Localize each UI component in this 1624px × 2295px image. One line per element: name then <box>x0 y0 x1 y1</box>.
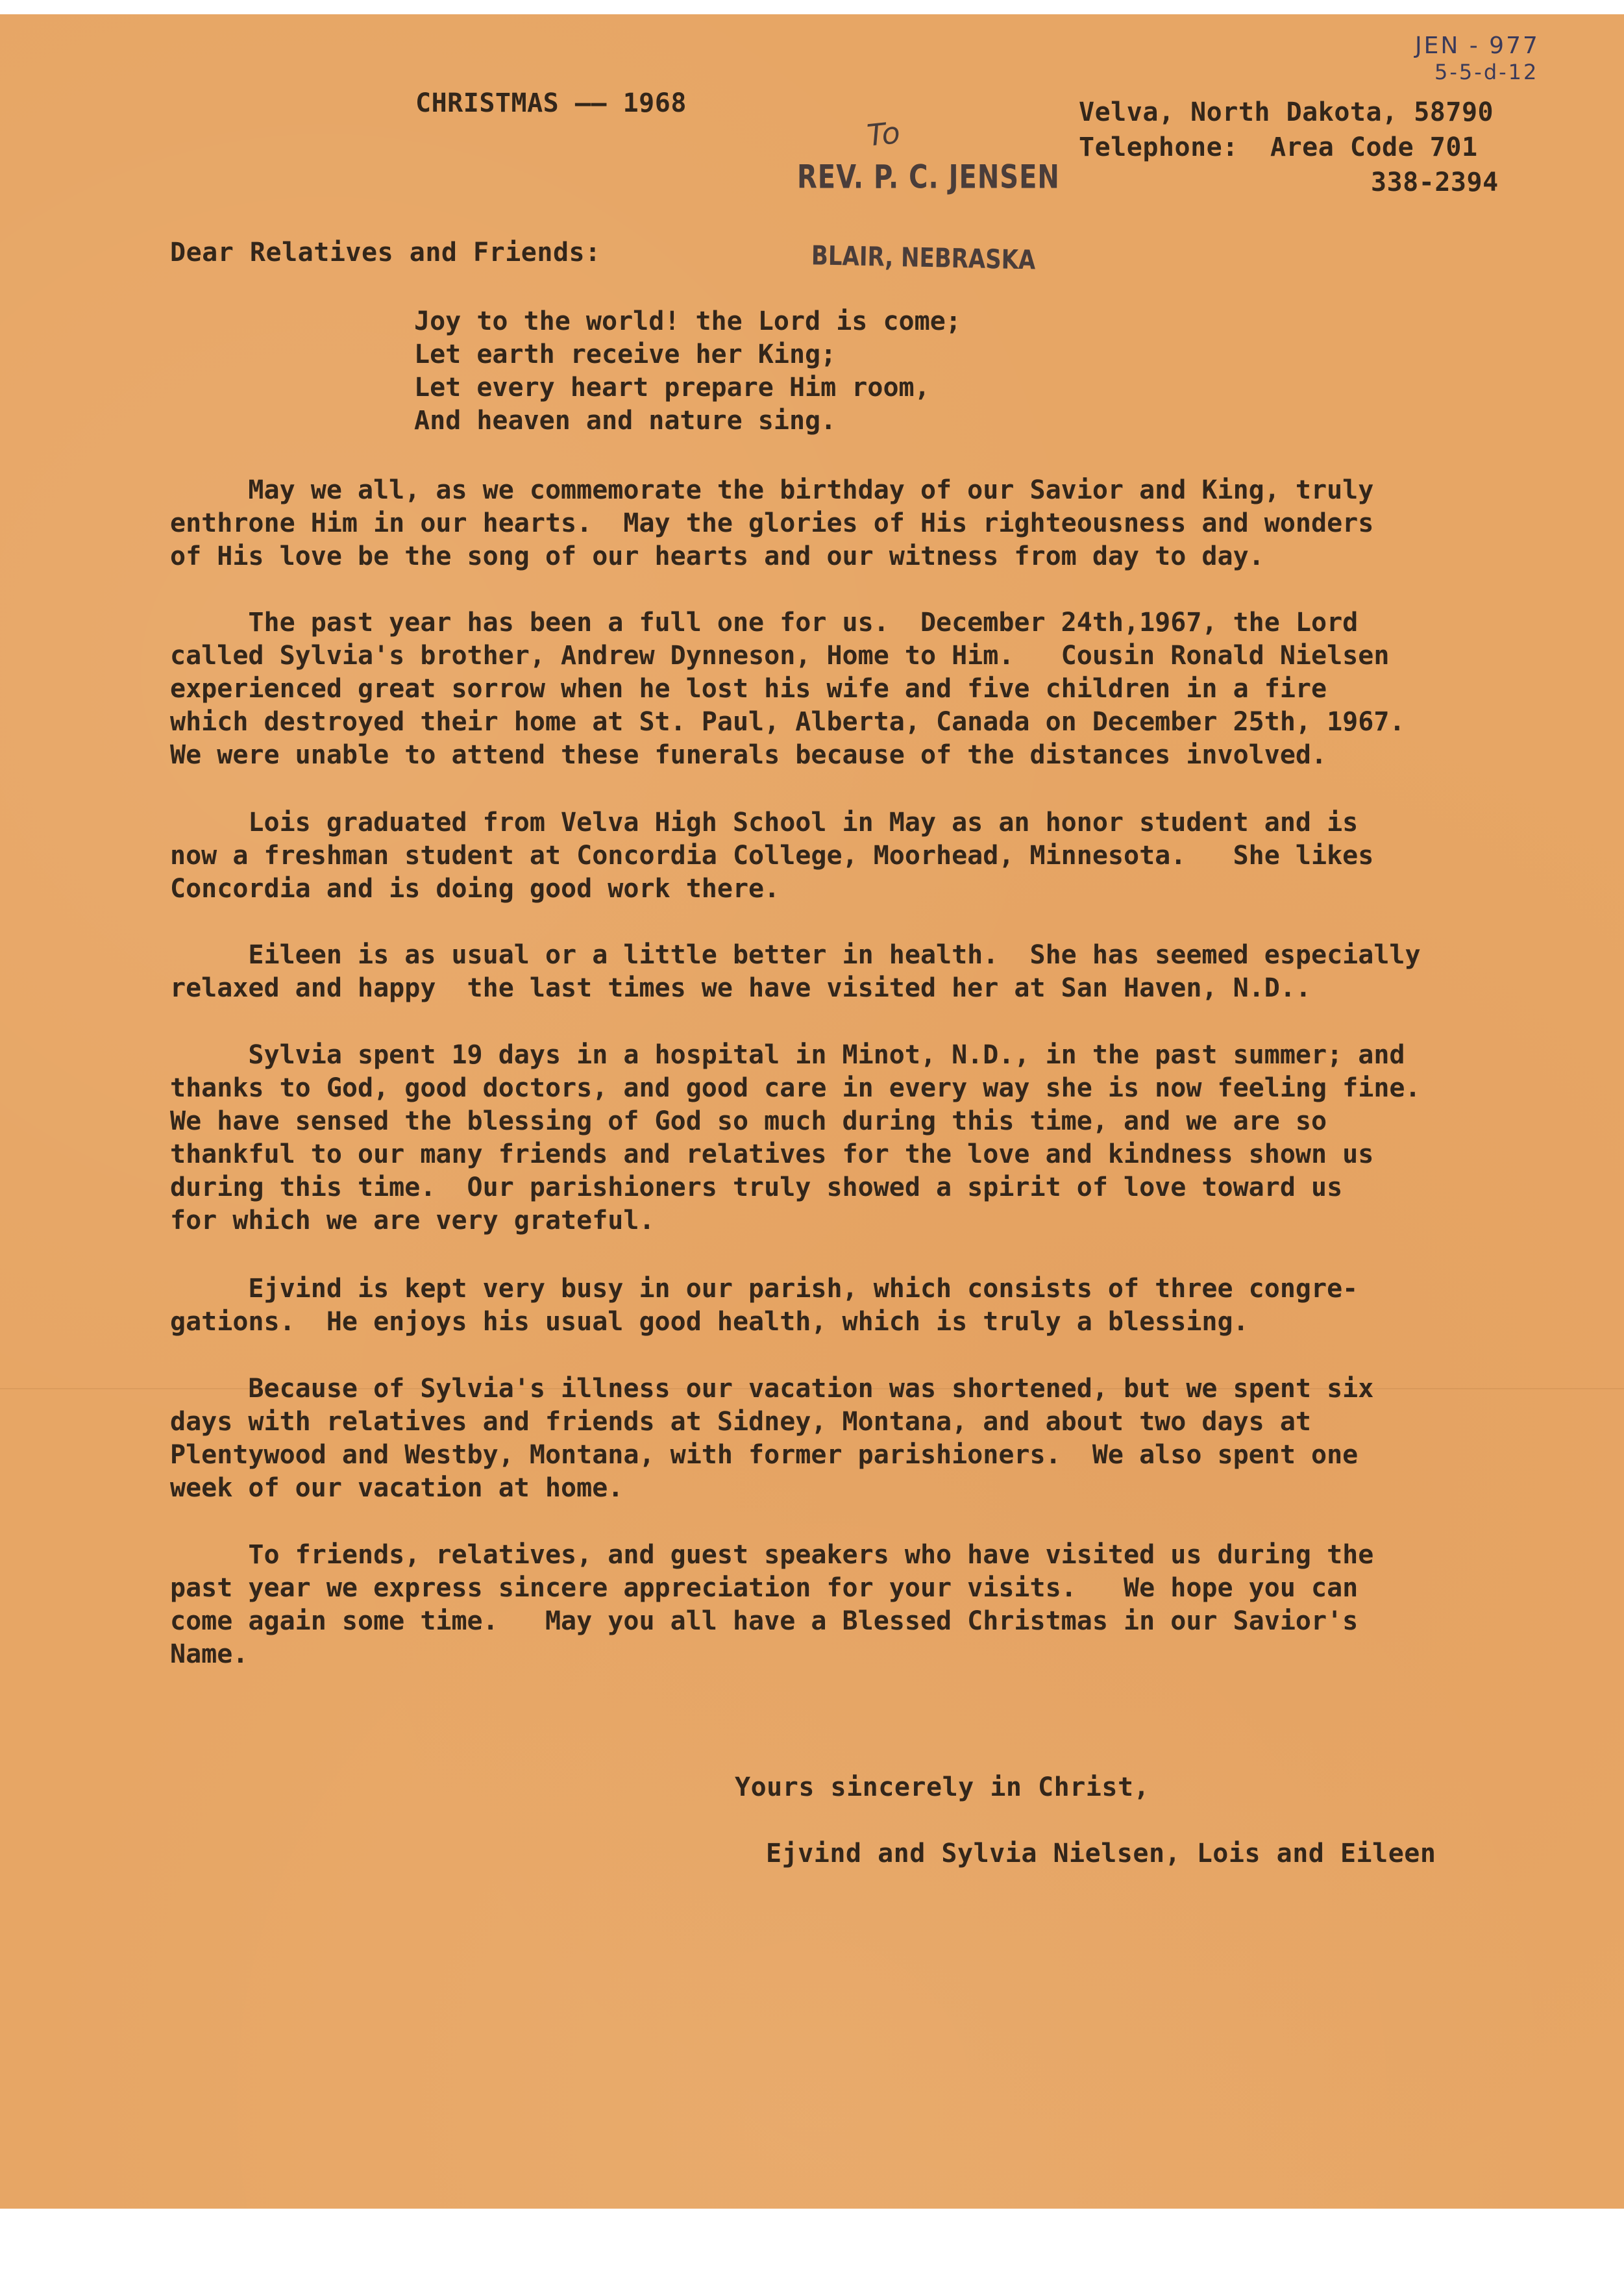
paragraph-line: during this time. Our parishioners truly showed a spirit of love toward us <box>170 1172 1343 1202</box>
paragraph-line: past year we express sincere appreciation for your visits. We hope you can <box>170 1573 1359 1603</box>
paragraph-line: Lois graduated from Velva High School in May as an honor student and is <box>170 808 1359 837</box>
paragraph-line: enthrone Him in our hearts. May the glories of His righteousness and wonders <box>170 508 1374 538</box>
paragraph-line: We have sensed the blessing of God so much during this time, and we are so <box>170 1106 1327 1136</box>
paragraph-line: We were unable to attend these funerals because of the distances involved. <box>170 740 1327 770</box>
paragraph-line: days with relatives and friends at Sidney, Montana, and about two days at <box>170 1407 1311 1437</box>
paragraph-blessing <box>170 474 1373 573</box>
paragraph-line: Because of Sylvia's illness our vacation was shortened, but we spent six <box>170 1374 1374 1404</box>
paragraph-line: Ejvind is kept very busy in our parish, which consists of three congre- <box>170 1274 1359 1304</box>
paragraph-lois <box>170 806 1373 906</box>
paragraph-line: Concordia and is doing good work there. <box>170 874 780 904</box>
stamp-place: BLAIR, NEBRASKA <box>811 240 1036 277</box>
archive-mark-line2: 5-5-d-12 <box>1434 60 1539 84</box>
paragraph-line: which destroyed their home at St. Paul, Alberta, Canada on December 25th, 1967. <box>170 707 1405 737</box>
verse-line: And heaven and nature sing. <box>414 406 837 436</box>
paragraph-vacation <box>170 1372 1373 1505</box>
paragraph-eileen <box>170 939 1421 1005</box>
paragraph-line: week of our vacation at home. <box>170 1473 624 1503</box>
letter-occasion: CHRISTMAS —— 1968 <box>415 88 687 118</box>
return-address-number: 338-2394 <box>1371 167 1499 197</box>
signature: Ejvind and Sylvia Nielsen, Lois and Eileen <box>766 1839 1436 1868</box>
return-address-city: Velva, North Dakota, 58790 <box>1079 97 1494 127</box>
paragraph-line: come again some time. May you all have a Blessed Christmas in our Savior's <box>170 1606 1359 1636</box>
salutation: Dear Relatives and Friends: <box>170 238 601 267</box>
stamp-name: REV. P. C. JENSEN <box>797 158 1060 196</box>
verse-line: Joy to the world! the Lord is come; <box>414 306 961 336</box>
paragraph-line: of His love be the song of our hearts and our witness from day to day. <box>170 541 1264 571</box>
paragraph-line: thankful to our many friends and relatives for the love and kindness shown us <box>170 1139 1374 1169</box>
paragraph-line: gations. He enjoys his usual good health, which is truly a blessing. <box>170 1307 1249 1337</box>
paragraph-ejvind <box>170 1272 1358 1339</box>
paragraph-line: for which we are very grateful. <box>170 1206 655 1235</box>
paragraph-line: Sylvia spent 19 days in a hospital in Minot, N.D., in the past summer; and <box>170 1040 1405 1070</box>
hymn-verse <box>414 305 961 438</box>
paragraph-sylvia <box>170 1039 1421 1237</box>
return-address-telephone: Telephone: Area Code 701 <box>1079 132 1478 162</box>
paragraph-line: experienced great sorrow when he lost his wife and five children in a fire <box>170 674 1327 704</box>
paragraph-line: May we all, as we commemorate the birthday of our Savior and King, truly <box>170 475 1374 505</box>
paragraph-year-review <box>170 606 1405 772</box>
stamp-to: To <box>865 114 902 153</box>
verse-line: Let earth receive her King; <box>414 340 837 369</box>
paragraph-line: Eileen is as usual or a little better in health. She has seemed especially <box>170 940 1421 970</box>
paragraph-line: thanks to God, good doctors, and good care in every way she is now feeling fine. <box>170 1073 1421 1103</box>
paragraph-line: relaxed and happy the last times we have visited her at San Haven, N.D.. <box>170 973 1311 1003</box>
paragraph-line: now a freshman student at Concordia College, Moorhead, Minnesota. She likes <box>170 841 1374 871</box>
paragraph-line: Name. <box>170 1639 249 1669</box>
verse-line: Let every heart prepare Him room, <box>414 373 930 403</box>
closing: Yours sincerely in Christ, <box>735 1772 1150 1802</box>
archive-mark-line1: JEN - 977 <box>1415 32 1540 59</box>
paragraph-line: To friends, relatives, and guest speakers who have visited us during the <box>170 1540 1374 1570</box>
paragraph-line: Plentywood and Westby, Montana, with former parishioners. We also spent one <box>170 1440 1359 1470</box>
paragraph-line: called Sylvia's brother, Andrew Dynneson, Home to Him. Cousin Ronald Nielsen <box>170 641 1390 671</box>
paragraph-line: The past year has been a full one for us. December 24th,1967, the Lord <box>170 608 1359 638</box>
paragraph-thanks <box>170 1539 1373 1671</box>
letter-page <box>0 14 1624 2209</box>
